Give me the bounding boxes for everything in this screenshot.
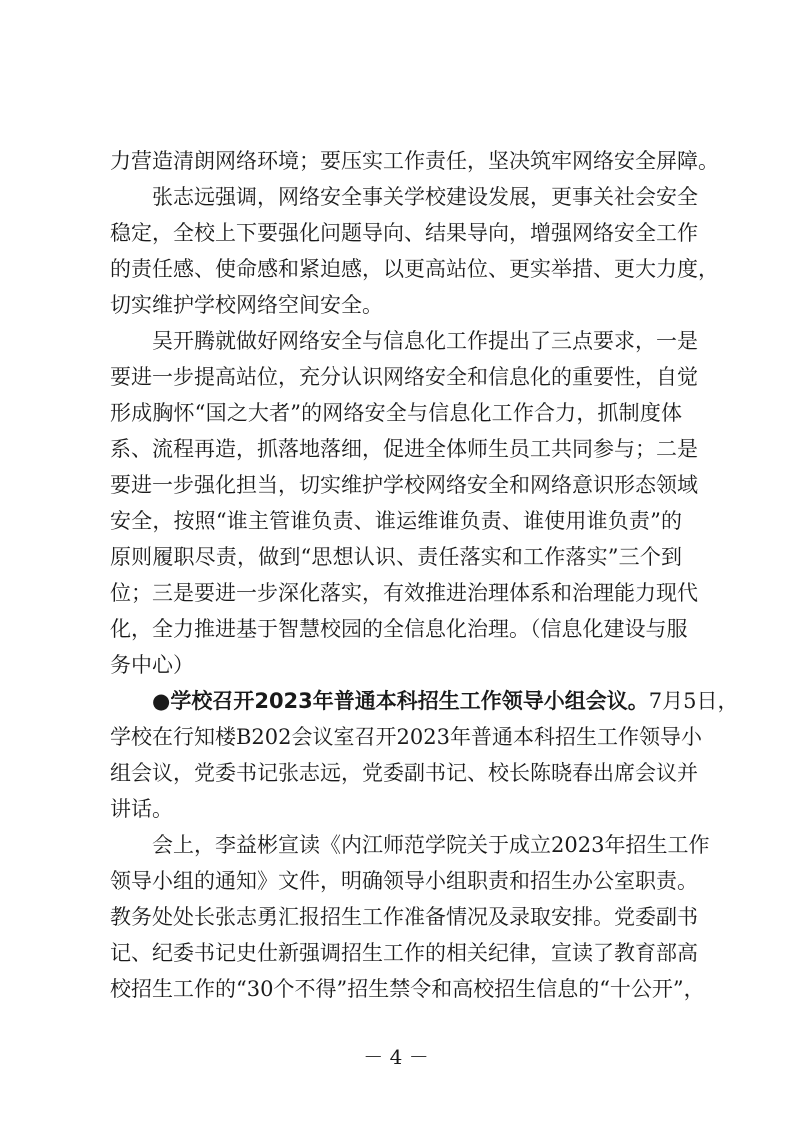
- text-line: 讲话。: [110, 797, 173, 821]
- text-line: 校招生工作的“30个不得”招生禁令和高校招生信息的“十公开”，: [110, 977, 705, 1001]
- text-line: 教务处处长张志勇汇报招生工作准备情况及录取安排。党委副书: [110, 905, 698, 929]
- text-line: 安全，按照“谁主管谁负责、谁运维谁负责、谁使用谁负责”的: [110, 509, 682, 533]
- text-line: 务中心）: [110, 653, 194, 677]
- text-line: 学校在行知楼B202会议室召开2023年普通本科招生工作领导小: [110, 725, 702, 749]
- text-line: 力营造清朗网络环境；要压实工作责任，坚决筑牢网络安全屏障。: [110, 149, 719, 173]
- text-line: 领导小组的通知》文件，明确领导小组职责和招生办公室职责。: [110, 869, 698, 893]
- section-heading-line: [152, 689, 739, 713]
- text-line: 的责任感、使命感和紧迫感，以更高站位、更实举措、更大力度，: [110, 257, 719, 281]
- text-line: 要进一步提高站位，充分认识网络安全和信息化的重要性，自觉: [110, 365, 698, 389]
- text-line: 张志远强调，网络安全事关学校建设发展，更事关社会安全: [152, 185, 698, 209]
- text-line: 系、流程再造，抓落地落细，促进全体师生员工共同参与；二是: [110, 437, 698, 461]
- text-line: 原则履职尽责，做到“思想认识、责任落实和工作落实”三个到: [110, 545, 682, 569]
- text-line: 位；三是要进一步深化落实，有效推进治理体系和治理能力现代: [110, 581, 698, 605]
- text-line: 会上，李益彬宣读《内江师范学院关于成立2023年招生工作: [152, 833, 710, 857]
- page-number: － 4 －: [363, 1045, 429, 1069]
- bullet-icon: ●: [152, 689, 171, 713]
- text-line: 要进一步强化担当，切实维护学校网络安全和网络意识形态领域: [110, 473, 698, 497]
- text-line: 稳定，全校上下要强化问题导向、结果导向，增强网络安全工作: [110, 221, 698, 245]
- text-line: 组会议，党委书记张志远，党委副书记、校长陈晓春出席会议并: [110, 761, 698, 785]
- section-lead-tail: 7月5日，: [648, 689, 739, 713]
- text-line: 化，全力推进基于智慧校园的全信息化治理。（信息化建设与服: [110, 617, 688, 641]
- text-line: 切实维护学校网络空间安全。: [110, 293, 383, 317]
- text-line: 吴开腾就做好网络安全与信息化工作提出了三点要求，一是: [152, 329, 698, 353]
- text-line: 记、纪委书记史仕新强调招生工作的相关纪律，宣读了教育部高: [110, 941, 698, 965]
- text-line: 形成胸怀“国之大者”的网络安全与信息化工作合力，抓制度体: [110, 401, 682, 425]
- section-title: 学校召开2023年普通本科招生工作领导小组会议。: [170, 689, 649, 713]
